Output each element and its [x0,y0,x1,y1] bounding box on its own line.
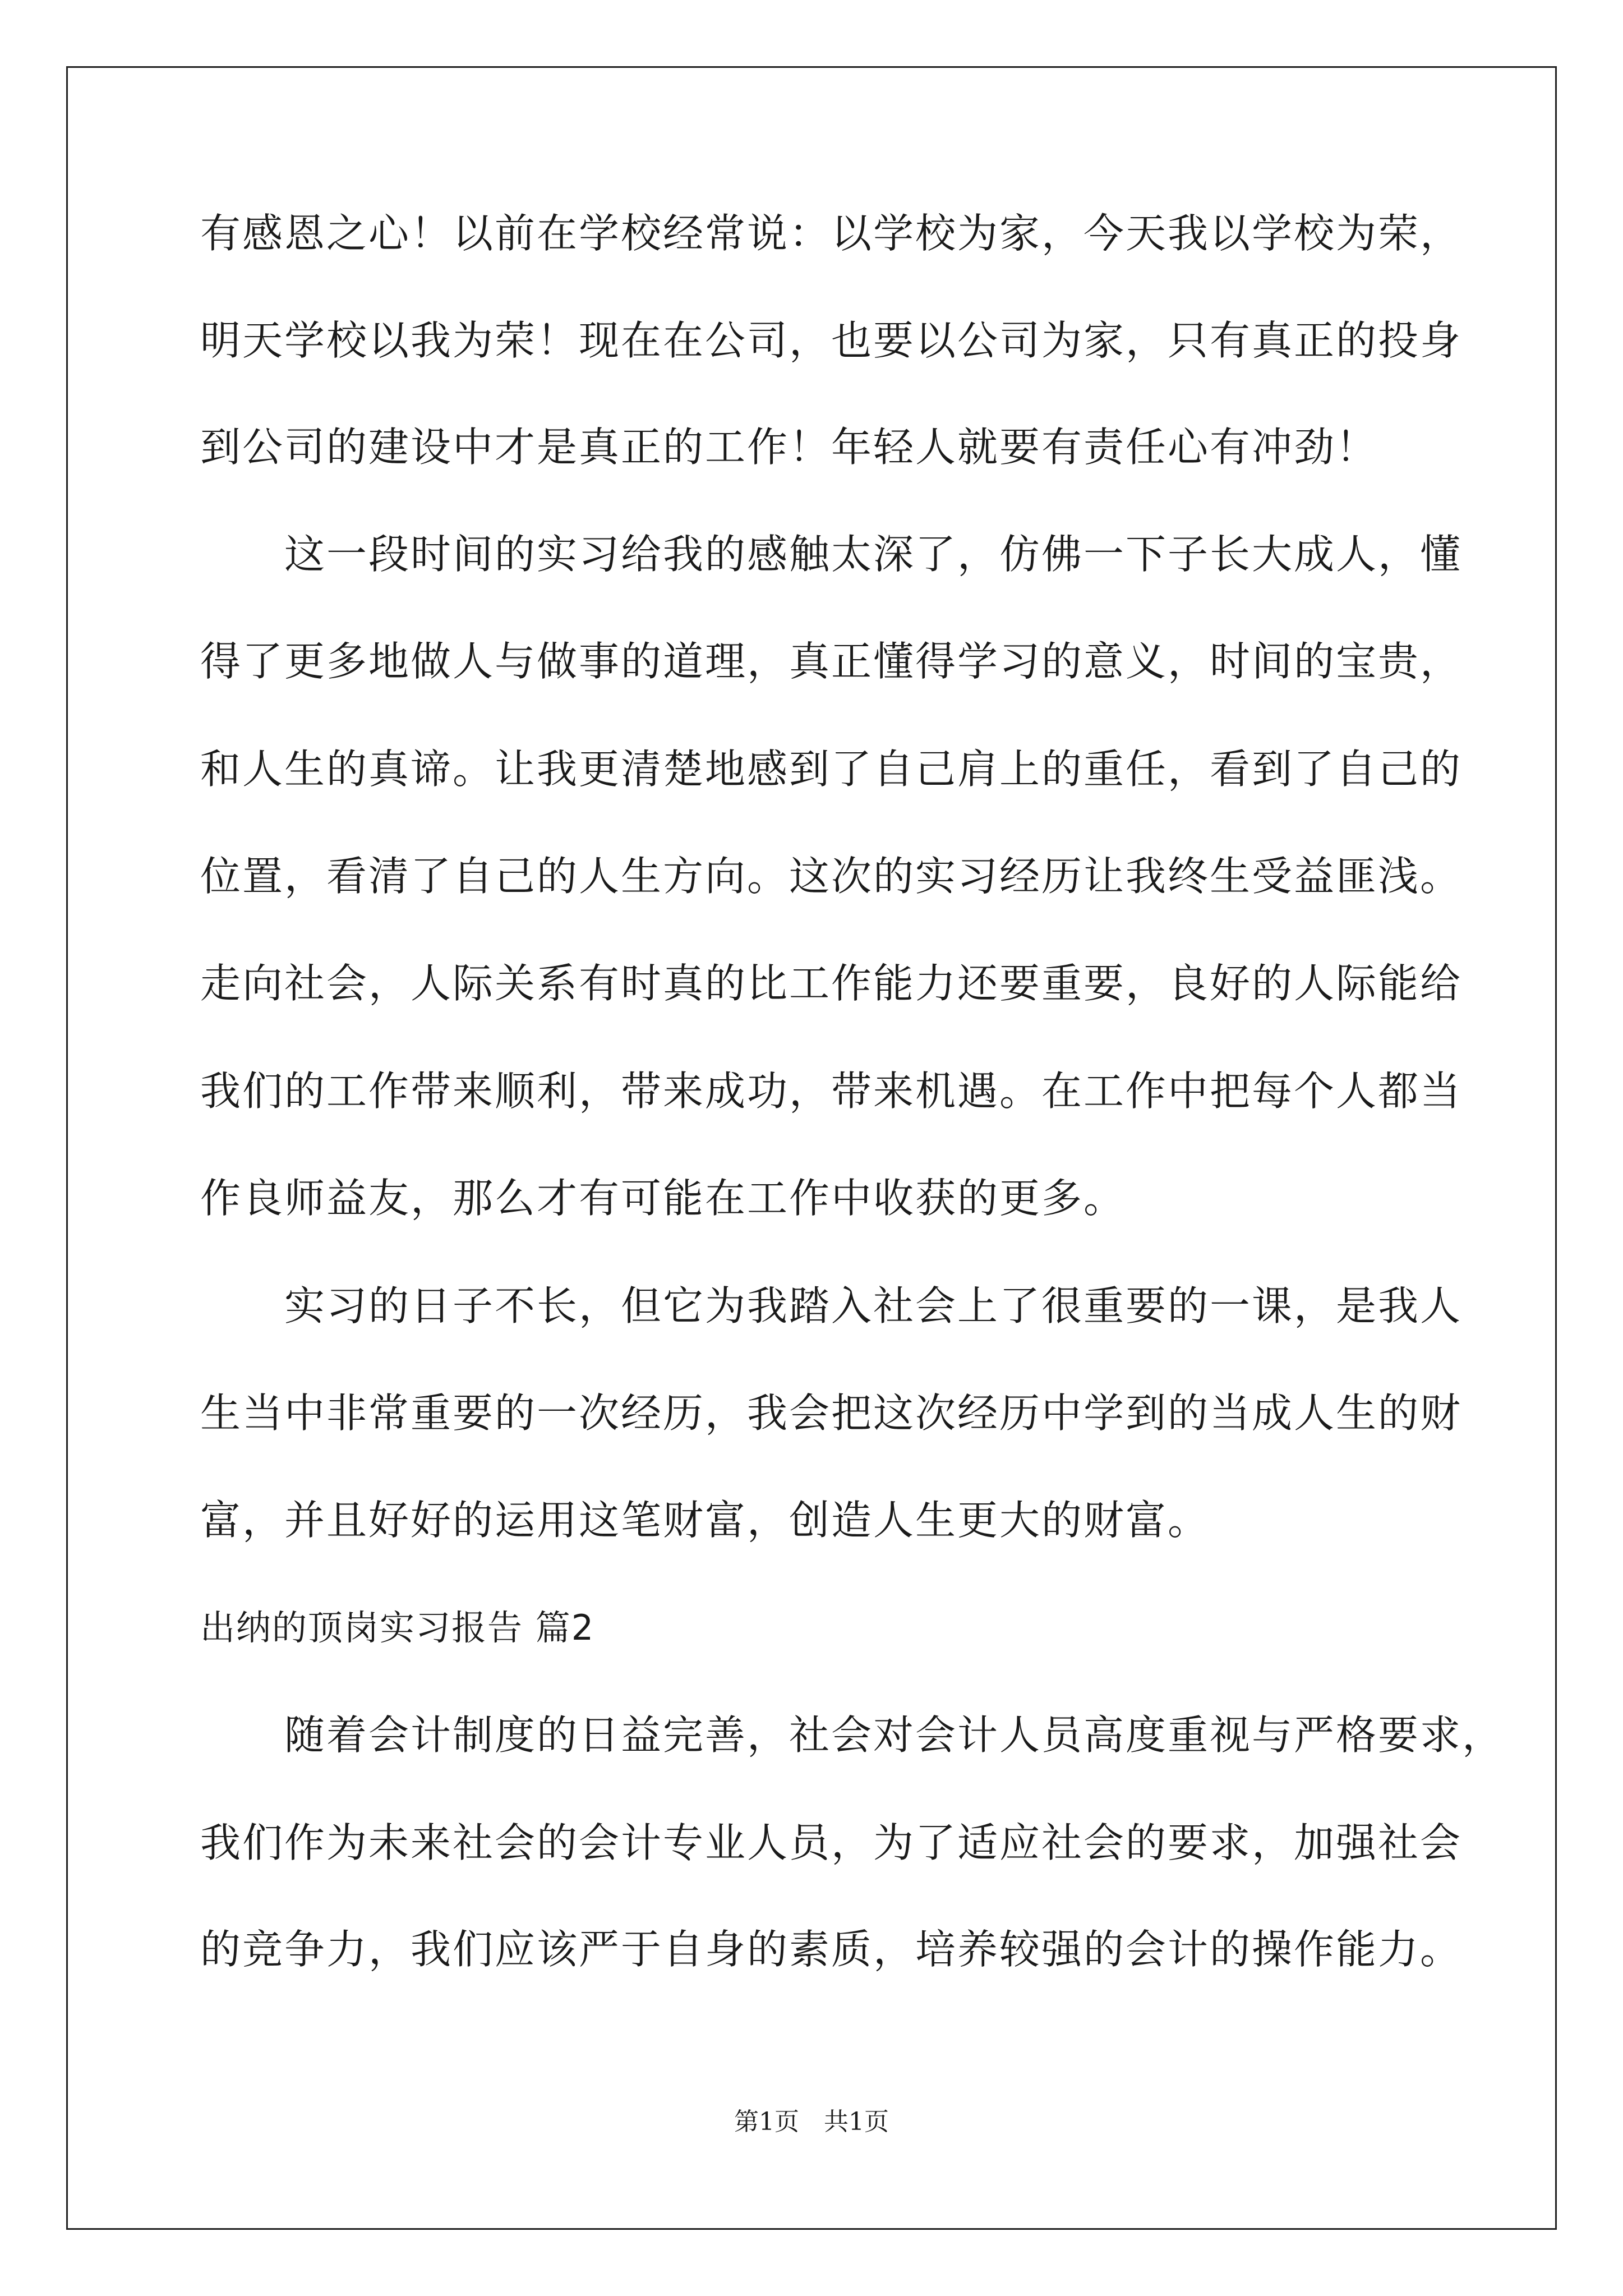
text-line: 作良师益友，那么才有可能在工作中收获的更多。 [200,1175,1126,1222]
text-line: 明天学校以我为荣！现在在公司，也要以公司为家，只有真正的投身 [200,317,1463,364]
text-line: 的竞争力，我们应该严于自身的素质，培养较强的会计的操作能力。 [200,1926,1463,1973]
text-line: 得了更多地做人与做事的道理，真正懂得学习的意义，时间的宝贵， [200,638,1463,685]
page-number-footer: 第1页 共1页 [734,2108,889,2136]
text-line: 富，并且好好的运用这笔财富，创造人生更大的财富。 [200,1497,1210,1544]
text-line: 和人生的真谛。让我更清楚地感到了自己肩上的重任，看到了自己的 [200,746,1463,793]
text-line: 生当中非常重要的一次经历，我会把这次经历中学到的当成人生的财 [200,1389,1463,1437]
text-line: 位置，看清了自己的人生方向。这次的实习经历让我终生受益匪浅。 [200,853,1463,900]
page-border [66,66,1557,2230]
section-heading: 出纳的顶岗实习报告 篇2 [200,1607,595,1648]
paragraph-first-line: 随着会计制度的日益完善，社会对会计人员高度重视与严格要求， [200,1711,1505,1759]
text-line: 到公司的建设中才是真正的工作！年轻人就要有责任心有冲劲！ [200,424,1378,471]
text-line: 有感恩之心！以前在学校经常说：以学校为家，今天我以学校为荣， [200,210,1463,257]
text-line: 我们的工作带来顺利，带来成功，带来机遇。在工作中把每个人都当 [200,1068,1463,1115]
paragraph-first-line: 这一段时间的实习给我的感触太深了，仿佛一下子长大成人，懂 [200,531,1463,578]
text-line: 走向社会，人际关系有时真的比工作能力还要重要，良好的人际能给 [200,960,1463,1007]
paragraph-first-line: 实习的日子不长，但它为我踏入社会上了很重要的一课，是我人 [200,1282,1463,1329]
text-line: 我们作为未来社会的会计专业人员，为了适应社会的要求，加强社会 [200,1819,1463,1866]
